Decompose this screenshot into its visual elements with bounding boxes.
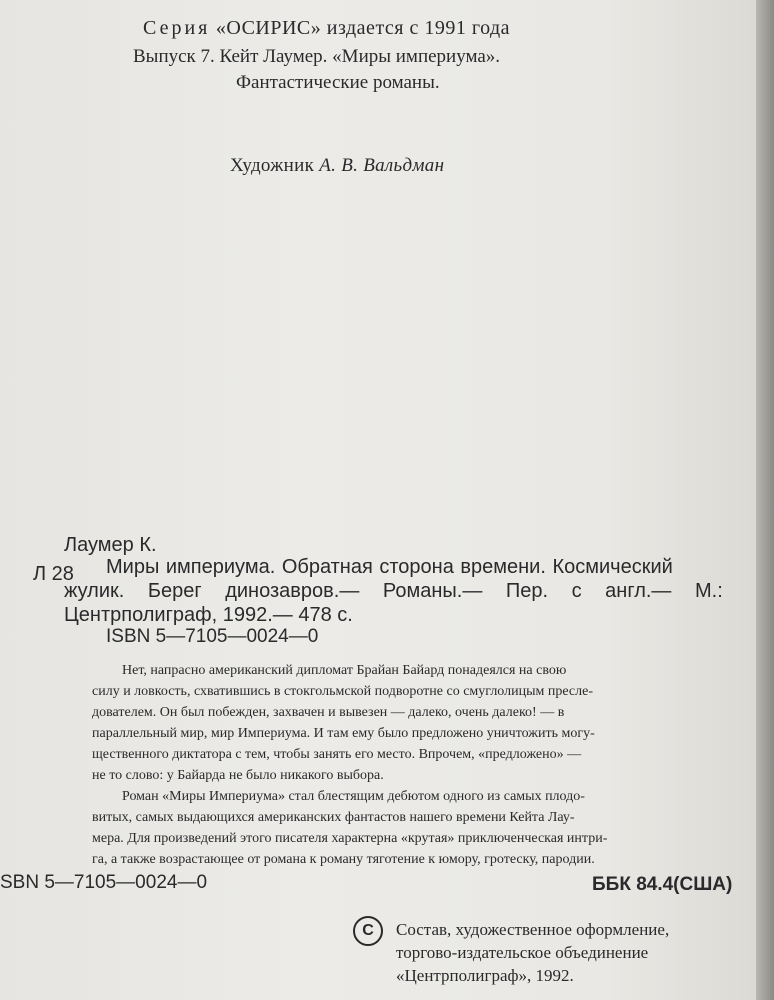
annotation xyxy=(92,660,752,870)
artist-name: А. В. Вальдман xyxy=(319,155,445,176)
annotation-line: параллельный мир, мир Империума. И там ему было предложено уничтожить могу- xyxy=(92,726,595,741)
catalog-line: жулик. Берег динозавров.— Романы.— Пер. с англ.— М.: xyxy=(64,580,723,602)
catalog-description xyxy=(64,555,754,627)
series-note: Серия «ОСИРИС» издается с 1991 года xyxy=(143,17,511,39)
annotation-line: Нет, напрасно американский дипломат Брайан Байард понадеялся на свою xyxy=(122,663,567,678)
artist-label: Художник xyxy=(230,155,320,176)
genre-line: Фантастические романы. xyxy=(236,72,440,93)
copyright-line: «Центрполиграф», 1992. xyxy=(396,966,574,985)
annotation-line: силу и ловкость, схватившись в стокгольмской подворотне со смуглолицым пресле- xyxy=(92,684,593,699)
annotation-line: витых, самых выдающихся американских фантастов нашего времени Кейта Лау- xyxy=(92,810,575,825)
bbk-code: ББК 84.4(США) xyxy=(592,874,733,895)
annotation-line: дователем. Он был побежден, захвачен и вывезен — далеко, очень далеко! — в xyxy=(92,705,565,720)
series-name: «ОСИРИС» xyxy=(215,17,322,39)
footer-isbn: SBN 5—7105—0024—0 xyxy=(0,872,208,893)
catalog-author: Лаумер К. xyxy=(64,534,157,556)
page-edge xyxy=(756,0,774,1000)
series-suffix: издается с 1991 года xyxy=(321,17,511,39)
catalog-line: Центрполиграф, 1992.— 478 с. xyxy=(64,604,353,626)
artist-credit xyxy=(230,155,444,177)
issue-line: Выпуск 7. Кейт Лаумер. «Миры империума». xyxy=(133,46,501,67)
annotation-line: Роман «Миры Империума» стал блестящим дебютом одного из самых плодо- xyxy=(122,789,585,804)
catalog-line: Миры империума. Обратная сторона времени. Космический xyxy=(106,556,673,578)
copyright-notice xyxy=(396,918,756,987)
annotation-line: щественного диктатора с тем, чтобы занять его место. Впрочем, «предложено» — xyxy=(92,747,582,762)
annotation-line: не то слово: у Байарда не было никакого выбора. xyxy=(92,768,384,783)
copyright-icon: C xyxy=(353,916,383,946)
annotation-line: га, а также возрастающее от романа к роману тяготение к юмору, гротеску, пародии. xyxy=(92,852,595,867)
copyright-line: Состав, художественное оформление, xyxy=(396,920,670,939)
catalog-code: Л 28 xyxy=(33,563,74,585)
catalog-isbn: ISBN 5—7105—0024—0 xyxy=(106,626,319,647)
copyright-line: торгово-издательское объединение xyxy=(396,943,649,962)
annotation-line: мера. Для произведений этого писателя характерна «крутая» приключенческая интри- xyxy=(92,831,608,846)
